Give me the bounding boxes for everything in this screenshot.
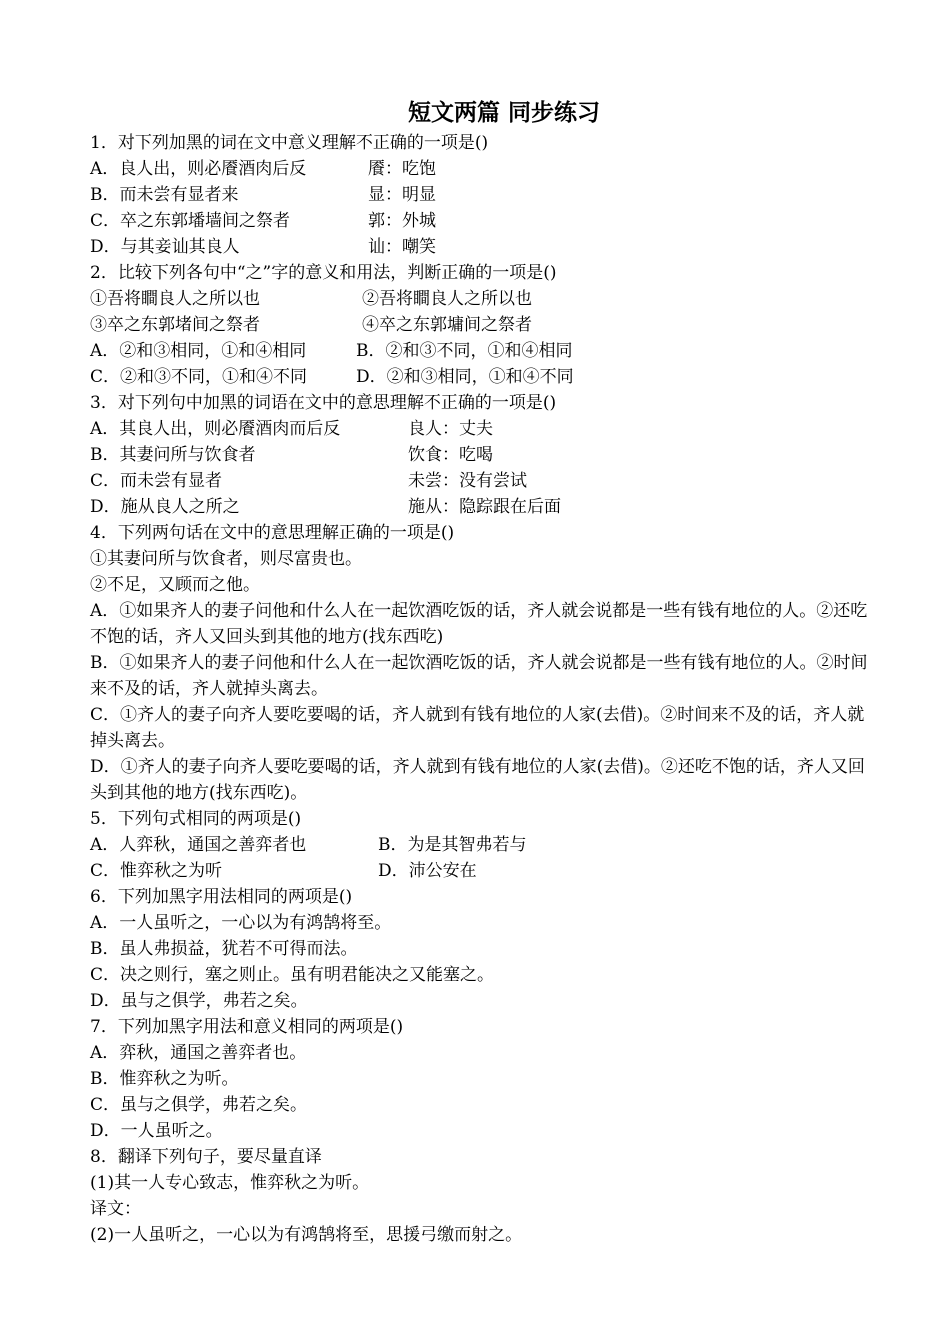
q3-option-text: A．其良人出，则必餍酒肉而后反 [90, 419, 341, 439]
q4-sentence: ①其妻问所与饮食者，则尽富贵也。 [90, 549, 362, 569]
q2-option: B．②和③不同，①和④相同 [356, 341, 573, 361]
q5-option: C．惟弈秋之为听 [90, 861, 223, 881]
q8-item: (1)其一人专心致志，惟弈秋之为听。 [90, 1173, 370, 1193]
q2-option: C．②和③不同，①和④不同 [90, 367, 308, 387]
q1-option-note: 讪：嘲笑 [368, 237, 436, 257]
q5-stem: 5．下列句式相同的两项是() [90, 809, 302, 829]
q3-option-text: B．其妻问所与饮食者 [90, 445, 256, 465]
q5-option: A．人弈秋，通国之善弈者也 [90, 835, 307, 855]
q7-option-d: D．一人虽听之。 [90, 1121, 223, 1141]
q5-option-row [90, 832, 880, 858]
q2-option: A．②和③相同，①和④相同 [90, 341, 307, 361]
q2-sentence-row [90, 312, 880, 338]
q6-stem: 6．下列加黑字用法相同的两项是() [90, 887, 353, 907]
q1-option-b [90, 182, 880, 208]
page-title: 短文两篇 同步练习 [407, 99, 600, 126]
q3-option-c [90, 468, 880, 494]
q1-option-c [90, 208, 880, 234]
q1-option-text: A．良人出，则必餍酒肉后反 [90, 159, 307, 179]
q6-option-c: C．决之则行，塞之则止。虽有明君能决之又能塞之。 [90, 965, 495, 985]
q2-sentence: ③卒之东郭堵间之祭者 [90, 315, 260, 335]
q1-option-note: 餍：吃饱 [368, 159, 436, 179]
q6-option-b: B．虽人弗损益，犹若不可得而法。 [90, 939, 358, 959]
q1-option-text: B．而未尝有显者来 [90, 185, 239, 205]
q2-sentence-row [90, 286, 880, 312]
q3-option-note: 良人：丈夫 [408, 419, 493, 439]
q8-translation-label: 译文： [90, 1199, 141, 1219]
q3-option-d [90, 494, 880, 520]
q3-option-a [90, 416, 880, 442]
q2-option-row [90, 338, 880, 364]
q1-option-a [90, 156, 880, 182]
q2-sentence: ①吾将瞷良人之所以也 [90, 289, 260, 309]
q2-stem: 2．比较下列各句中“之”字的意义和用法，判断正确的一项是() [90, 263, 557, 283]
q3-option-note: 未尝：没有尝试 [408, 471, 527, 491]
q1-option-note: 郭：外城 [368, 211, 436, 231]
q3-stem: 3．对下列句中加黑的词语在文中的意思理解不正确的一项是() [90, 393, 557, 413]
q2-sentence: ④卒之东郭墉间之祭者 [362, 315, 532, 335]
q1-option-note: 显：明显 [368, 185, 436, 205]
q7-option-c: C．虽与之俱学，弗若之矣。 [90, 1095, 308, 1115]
q7-option-a: A．弈秋，通国之善弈者也。 [90, 1043, 307, 1063]
q5-option-row [90, 858, 880, 884]
q5-option: D．沛公安在 [378, 861, 477, 881]
q4-option-a: A．①如果齐人的妻子问他和什么人在一起饮酒吃饭的话，齐人就会说都是一些有钱有地位的人。②还吃不饱的话，齐人又回头到其他的地方(找东西吃) [90, 601, 868, 647]
q3-option-text: D．施从良人之所之 [90, 497, 240, 517]
q6-option-d: D．虽与之俱学，弗若之矣。 [90, 991, 308, 1011]
q4-option-c: C．①齐人的妻子向齐人要吃要喝的话，齐人就到有钱有地位的人家(去借)。②时间来不及的话，齐人就掉头离去。 [90, 705, 865, 751]
q4-stem: 4．下列两句话在文中的意思理解正确的一项是() [90, 523, 455, 543]
q6-option-a: A．一人虽听之，一心以为有鸿鹄将至。 [90, 913, 392, 933]
q4-sentence: ②不足，又顾而之他。 [90, 575, 260, 595]
q1-option-text: C．卒之东郭墦墙间之祭者 [90, 211, 291, 231]
q3-option-note: 施从：隐踪跟在后面 [408, 497, 561, 517]
q7-option-b: B．惟弈秋之为听。 [90, 1069, 239, 1089]
q3-option-b [90, 442, 880, 468]
q2-option-row [90, 364, 880, 390]
q7-stem: 7．下列加黑字用法和意义相同的两项是() [90, 1017, 404, 1037]
q3-option-text: C．而未尝有显者 [90, 471, 223, 491]
q3-option-note: 饮食：吃喝 [408, 445, 493, 465]
q1-option-d [90, 234, 880, 260]
q1-stem: 1．对下列加黑的词在文中意义理解不正确的一项是() [90, 133, 489, 153]
worksheet [90, 96, 880, 1248]
q4-option-d: D．①齐人的妻子向齐人要吃要喝的话，齐人就到有钱有地位的人家(去借)。②还吃不饱的话，齐人又回头到其他的地方(找东西吃)。 [90, 757, 865, 803]
q2-sentence: ②吾将瞷良人之所以也 [362, 289, 532, 309]
q5-option: B．为是其智弗若与 [378, 835, 527, 855]
q4-option-b: B．①如果齐人的妻子问他和什么人在一起饮酒吃饭的话，齐人就会说都是一些有钱有地位的人。②时间来不及的话，齐人就掉头离去。 [90, 653, 868, 699]
q8-item: (2)一人虽听之，一心以为有鸿鹄将至，思援弓缴而射之。 [90, 1225, 523, 1245]
q1-option-text: D．与其妾讪其良人 [90, 237, 240, 257]
q2-option: D．②和③相同，①和④不同 [356, 367, 574, 387]
q8-stem: 8．翻译下列句子，要尽量直译 [90, 1147, 322, 1167]
